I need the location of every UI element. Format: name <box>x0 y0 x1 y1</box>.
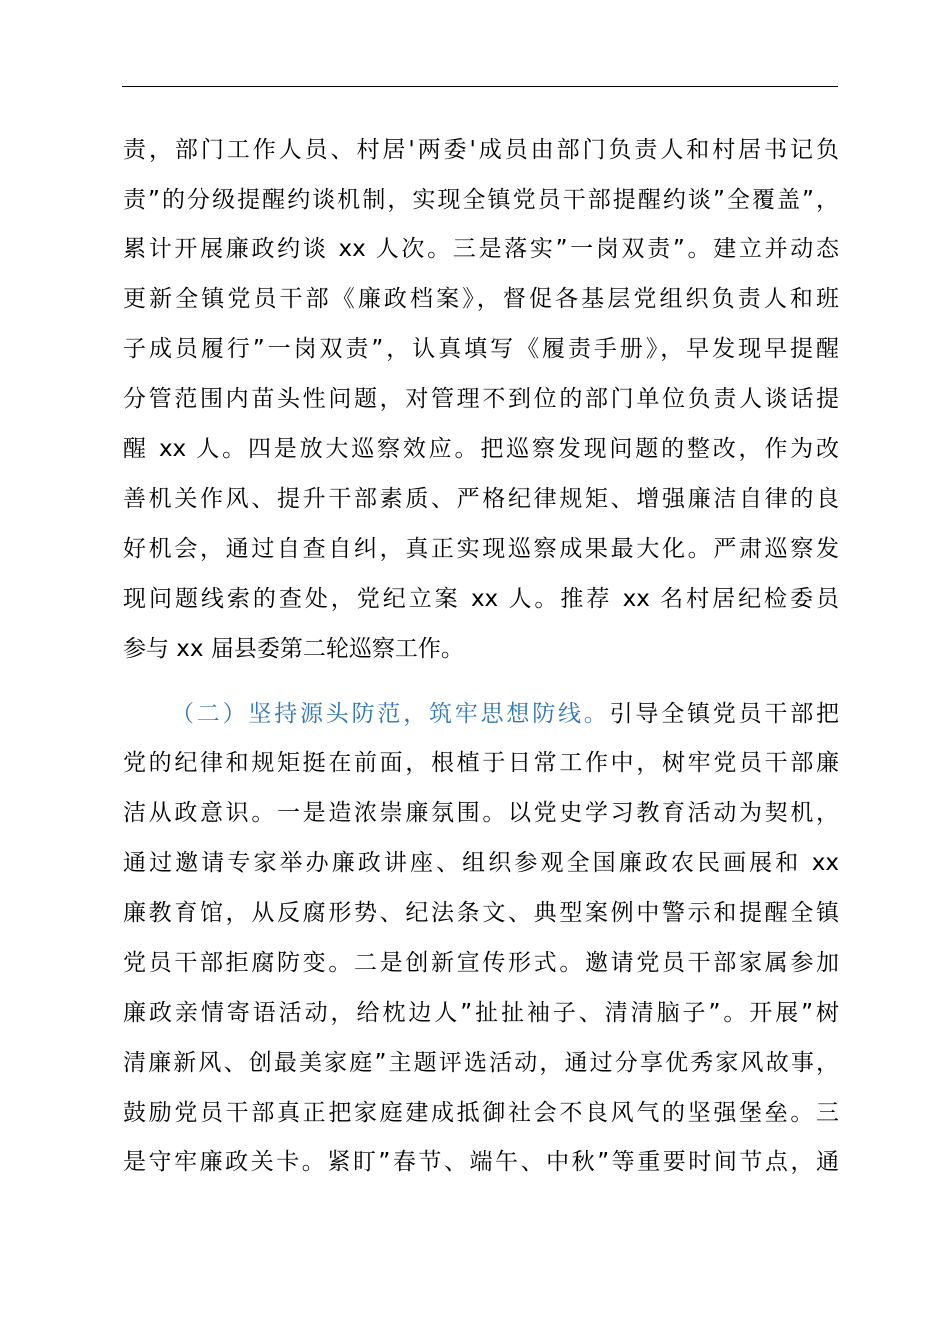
paragraph-2-line: 党的纪律和规矩挺在前面，根植于日常工作中，树牢党员干部廉 <box>123 750 839 776</box>
header-rule <box>122 86 838 87</box>
paragraph-2-line: 是守牢廉政关卡。紧盯”春节、端午、中秋”等重要时间节点，通 <box>123 1149 839 1175</box>
paragraph-2-line: 廉政亲情寄语活动，给枕边人”扯扯袖子、清清脑子”。开展”树 <box>123 1000 839 1026</box>
paragraph-1-line: 更新全镇党员干部《廉政档案》，督促各基层党组织负责人和班 <box>123 286 839 312</box>
paragraph-1-line: 好机会，通过自查自纠，真正实现巡察成果最大化。严肃巡察发 <box>123 536 839 562</box>
paragraph-2-line: 通过邀请专家举办廉政讲座、组织参观全国廉政农民画展和 xx <box>123 850 839 876</box>
section-heading: （二）坚持源头防范，筑牢思想防线。 <box>171 701 610 727</box>
paragraph-1-line: 责，部门工作人员、村居'两委'成员由部门负责人和村居书记负 <box>123 137 839 163</box>
paragraph-1-line: 累计开展廉政约谈 xx 人次。三是落实”一岗双责”。建立并动态 <box>123 236 839 262</box>
paragraph-1-line: 子成员履行”一岗双责”，认真填写《履责手册》，早发现早提醒 <box>123 336 839 362</box>
paragraph-1-line: 现问题线索的查处，党纪立案 xx 人。推荐 xx 名村居纪检委员 <box>123 586 839 612</box>
paragraph-2-first-line <box>171 694 839 734</box>
paragraph-2-line: 洁从政意识。一是造浓崇廉氛围。以党史学习教育活动为契机， <box>123 800 839 826</box>
paragraph-1-line: 责”的分级提醒约谈机制，实现全镇党员干部提醒约谈”全覆盖”， <box>123 187 839 213</box>
paragraph-2-line: 廉教育馆，从反腐形势、纪法条文、典型案例中警示和提醒全镇 <box>123 900 839 926</box>
paragraph-1-line: 分管范围内苗头性问题，对管理不到位的部门单位负责人谈话提 <box>123 386 839 412</box>
paragraph-2-line: 党员干部拒腐防变。二是创新宣传形式。邀请党员干部家属参加 <box>123 950 839 976</box>
paragraph-2-line: 清廉新风、创最美家庭”主题评选活动，通过分享优秀家风故事， <box>123 1050 839 1076</box>
paragraph-2-first-line-text: 引导全镇党员干部把 <box>609 701 840 727</box>
paragraph-1-line: 醒 xx 人。四是放大巡察效应。把巡察发现问题的整改，作为改 <box>123 436 839 462</box>
paragraph-1-line: 参与 xx 届县委第二轮巡察工作。 <box>123 636 464 662</box>
paragraph-2-line: 鼓励党员干部真正把家庭建成抵御社会不良风气的坚强堡垒。三 <box>123 1100 839 1126</box>
paragraph-1-line: 善机关作风、提升干部素质、严格纪律规矩、增强廉洁自律的良 <box>123 486 839 512</box>
